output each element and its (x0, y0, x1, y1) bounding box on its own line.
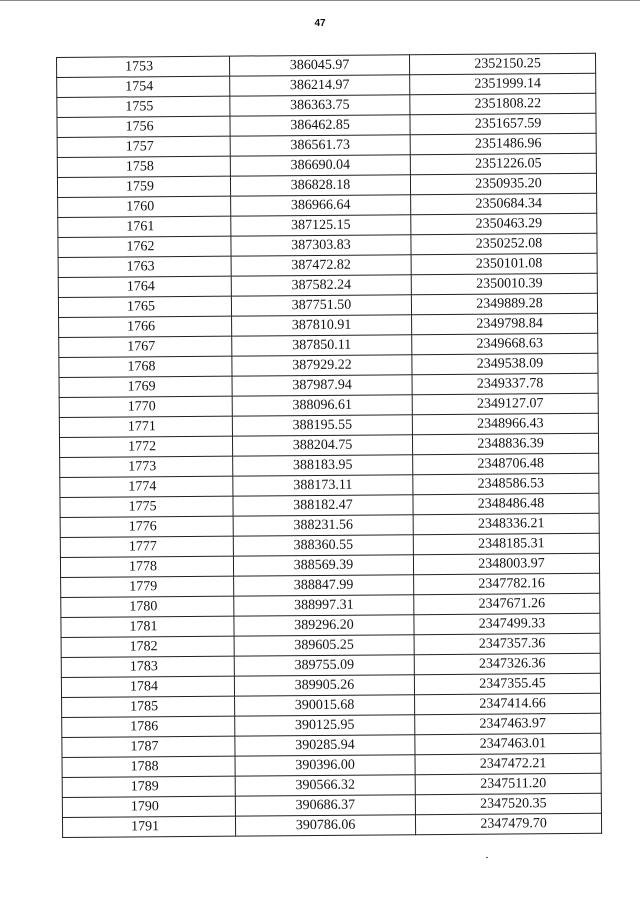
x-coordinate-cell: 388173.11 (233, 475, 413, 496)
x-coordinate-cell: 386214.97 (230, 75, 410, 96)
point-number-cell: 1786 (62, 716, 235, 737)
page-top-border (0, 0, 640, 1)
point-number-cell: 1778 (60, 556, 233, 577)
x-coordinate-cell: 387303.83 (231, 235, 411, 256)
page-number: 47 (314, 18, 326, 29)
y-coordinate-cell: 2350252.08 (411, 233, 597, 254)
table-row (62, 813, 601, 837)
y-coordinate-cell: 2349127.07 (412, 393, 598, 414)
point-number-cell: 1782 (61, 636, 234, 657)
x-coordinate-cell: 389755.09 (234, 655, 414, 676)
point-number-cell: 1766 (59, 316, 232, 337)
x-coordinate-cell: 390285.94 (235, 735, 415, 756)
y-coordinate-cell: 2348706.48 (413, 453, 599, 474)
x-coordinate-cell: 390125.95 (235, 715, 415, 736)
y-coordinate-cell: 2351486.96 (410, 133, 596, 154)
point-number-cell: 1756 (57, 116, 230, 137)
y-coordinate-cell: 2348336.21 (413, 513, 599, 534)
x-coordinate-cell: 388182.47 (233, 495, 413, 516)
x-coordinate-cell: 390566.32 (235, 775, 415, 796)
x-coordinate-cell: 386045.97 (229, 55, 409, 76)
point-number-cell: 1759 (57, 176, 230, 197)
point-number-cell: 1761 (58, 216, 231, 237)
coordinates-table (56, 53, 602, 838)
y-coordinate-cell: 2351808.22 (410, 93, 596, 114)
x-coordinate-cell: 386363.75 (230, 95, 410, 116)
y-coordinate-cell: 2347499.33 (414, 613, 600, 634)
point-number-cell: 1757 (57, 136, 230, 157)
point-number-cell: 1754 (57, 76, 230, 97)
y-coordinate-cell: 2350010.39 (411, 273, 597, 294)
point-number-cell: 1776 (60, 516, 233, 537)
x-coordinate-cell: 387929.22 (232, 355, 412, 376)
coordinates-table-container (56, 53, 601, 836)
point-number-cell: 1775 (60, 496, 233, 517)
point-number-cell: 1763 (58, 256, 231, 277)
x-coordinate-cell: 387810.91 (232, 315, 412, 336)
point-number-cell: 1769 (59, 376, 232, 397)
x-coordinate-cell: 388183.95 (233, 455, 413, 476)
coordinates-table-body (57, 53, 602, 837)
point-number-cell: 1787 (62, 736, 235, 757)
y-coordinate-cell: 2349889.28 (411, 293, 597, 314)
x-coordinate-cell: 388997.31 (234, 595, 414, 616)
y-coordinate-cell: 2351999.14 (410, 73, 596, 94)
point-number-cell: 1781 (61, 616, 234, 637)
y-coordinate-cell: 2347326.36 (414, 653, 600, 674)
y-coordinate-cell: 2349668.63 (412, 333, 598, 354)
y-coordinate-cell: 2351657.59 (410, 113, 596, 134)
x-coordinate-cell: 388847.99 (234, 575, 414, 596)
point-number-cell: 1774 (60, 476, 233, 497)
y-coordinate-cell: 2349337.78 (412, 373, 598, 394)
x-coordinate-cell: 387472.82 (231, 255, 411, 276)
y-coordinate-cell: 2347357.36 (414, 633, 600, 654)
point-number-cell: 1783 (61, 656, 234, 677)
x-coordinate-cell: 386690.04 (230, 155, 410, 176)
point-number-cell: 1773 (60, 456, 233, 477)
point-number-cell: 1753 (57, 56, 230, 77)
x-coordinate-cell: 390396.00 (235, 755, 415, 776)
x-coordinate-cell: 388360.55 (233, 535, 413, 556)
y-coordinate-cell: 2350684.34 (411, 193, 597, 214)
point-number-cell: 1764 (58, 276, 231, 297)
point-number-cell: 1765 (58, 296, 231, 317)
y-coordinate-cell: 2347671.26 (414, 593, 600, 614)
x-coordinate-cell: 387751.50 (231, 295, 411, 316)
y-coordinate-cell: 2352150.25 (409, 53, 595, 74)
point-number-cell: 1755 (57, 96, 230, 117)
x-coordinate-cell: 386828.18 (230, 175, 410, 196)
x-coordinate-cell: 388204.75 (232, 435, 412, 456)
point-number-cell: 1789 (62, 776, 235, 797)
x-coordinate-cell: 388231.56 (233, 515, 413, 536)
x-coordinate-cell: 388096.61 (232, 395, 412, 416)
x-coordinate-cell: 390786.06 (235, 815, 415, 836)
x-coordinate-cell: 387582.24 (231, 275, 411, 296)
point-number-cell: 1758 (57, 156, 230, 177)
point-number-cell: 1770 (59, 396, 232, 417)
x-coordinate-cell: 389296.20 (234, 615, 414, 636)
point-number-cell: 1780 (61, 596, 234, 617)
y-coordinate-cell: 2347782.16 (414, 573, 600, 594)
y-coordinate-cell: 2347463.01 (415, 733, 601, 754)
y-coordinate-cell: 2347414.66 (415, 693, 601, 714)
y-coordinate-cell: 2350935.20 (410, 173, 596, 194)
point-number-cell: 1785 (62, 696, 235, 717)
point-number-cell: 1771 (59, 416, 232, 437)
y-coordinate-cell: 2349538.09 (412, 353, 598, 374)
x-coordinate-cell: 389905.26 (234, 675, 414, 696)
scan-speck (486, 857, 488, 858)
y-coordinate-cell: 2348003.97 (413, 553, 599, 574)
x-coordinate-cell: 386462.85 (230, 115, 410, 136)
point-number-cell: 1762 (58, 236, 231, 257)
point-number-cell: 1768 (59, 356, 232, 377)
point-number-cell: 1767 (59, 336, 232, 357)
y-coordinate-cell: 2347355.45 (414, 673, 600, 694)
y-coordinate-cell: 2347479.70 (415, 813, 601, 834)
y-coordinate-cell: 2347511.20 (415, 773, 601, 794)
x-coordinate-cell: 389605.25 (234, 635, 414, 656)
y-coordinate-cell: 2348586.53 (413, 473, 599, 494)
point-number-cell: 1791 (62, 816, 235, 837)
y-coordinate-cell: 2348486.48 (413, 493, 599, 514)
y-coordinate-cell: 2351226.05 (410, 153, 596, 174)
x-coordinate-cell: 386561.73 (230, 135, 410, 156)
y-coordinate-cell: 2348836.39 (412, 433, 598, 454)
x-coordinate-cell: 390686.37 (235, 795, 415, 816)
point-number-cell: 1784 (61, 676, 234, 697)
point-number-cell: 1772 (59, 436, 232, 457)
point-number-cell: 1760 (58, 196, 231, 217)
y-coordinate-cell: 2347520.35 (415, 793, 601, 814)
x-coordinate-cell: 387850.11 (232, 335, 412, 356)
y-coordinate-cell: 2347463.97 (415, 713, 601, 734)
y-coordinate-cell: 2348185.31 (413, 533, 599, 554)
x-coordinate-cell: 387125.15 (231, 215, 411, 236)
y-coordinate-cell: 2347472.21 (415, 753, 601, 774)
x-coordinate-cell: 387987.94 (232, 375, 412, 396)
point-number-cell: 1788 (62, 756, 235, 777)
x-coordinate-cell: 388569.39 (233, 555, 413, 576)
x-coordinate-cell: 390015.68 (235, 695, 415, 716)
point-number-cell: 1777 (60, 536, 233, 557)
x-coordinate-cell: 386966.64 (231, 195, 411, 216)
y-coordinate-cell: 2349798.84 (412, 313, 598, 334)
point-number-cell: 1779 (61, 576, 234, 597)
y-coordinate-cell: 2350463.29 (411, 213, 597, 234)
point-number-cell: 1790 (62, 796, 235, 817)
y-coordinate-cell: 2348966.43 (412, 413, 598, 434)
x-coordinate-cell: 388195.55 (232, 415, 412, 436)
y-coordinate-cell: 2350101.08 (411, 253, 597, 274)
